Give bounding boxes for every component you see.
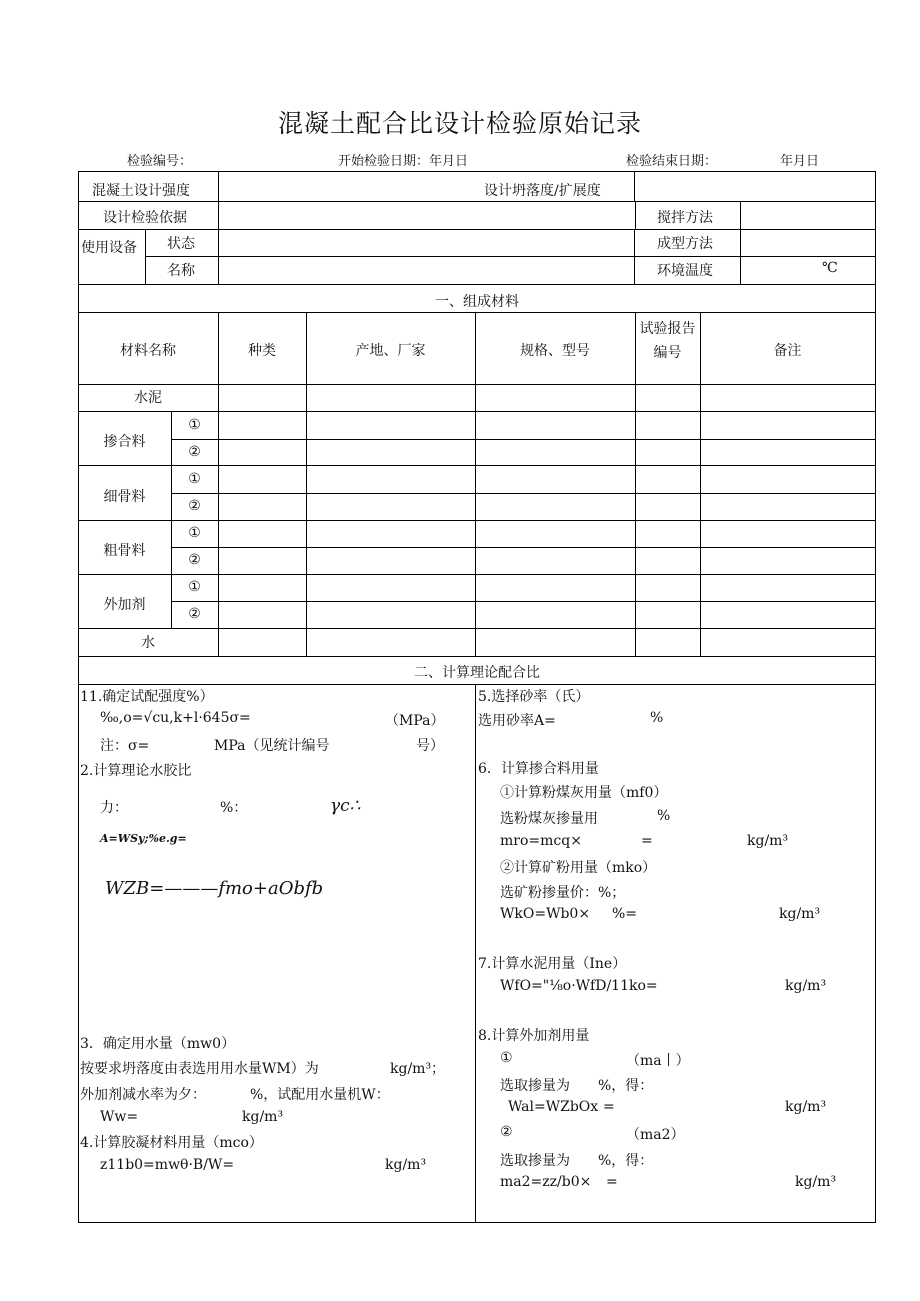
step6-line2: 选粉煤灰掺量用 xyxy=(500,811,598,827)
step5-unit: % xyxy=(650,710,664,726)
step8-title: 8.计算外加剂用量 xyxy=(478,1028,590,1044)
step8-line6-unit: kg/m³ xyxy=(795,1174,837,1190)
step4-line1: z11b0=mwθ·B/W= xyxy=(100,1157,235,1173)
step8-line2b: %，得： xyxy=(598,1078,654,1094)
step3-line2: 外加剂减水率为夕： xyxy=(80,1087,206,1103)
step2-line1a: 力： xyxy=(100,800,128,816)
step6-line1: ①计算粉煤灰用量（mf0） xyxy=(500,785,668,801)
step6-line5: 选矿粉掺量价：%； xyxy=(500,885,626,901)
step1-note: 注：σ= xyxy=(100,738,150,754)
row-fine-1: ① xyxy=(188,471,201,487)
step1-note-end: 号） xyxy=(416,738,444,754)
step1-note-mpa: MPa（见统计编号 xyxy=(214,738,330,754)
step6-line6-unit: kg/m³ xyxy=(779,906,821,922)
step3-line1: 按要求坍落度由表选用用水量WM）为 xyxy=(80,1061,319,1077)
row-additive: 外加剂 xyxy=(103,597,146,613)
col-report: 试验报告 xyxy=(639,321,696,337)
step3-line1-unit: kg/m³； xyxy=(390,1061,446,1077)
step6-line6-eq: %= xyxy=(612,906,638,922)
temp-unit: ℃ xyxy=(822,260,838,276)
section-materials-title: 一、组成材料 xyxy=(435,294,519,310)
forming-method-label: 成型方法 xyxy=(657,236,713,252)
step6-title: 6．计算掺合料用量 xyxy=(478,761,599,777)
col-remarks: 备注 xyxy=(773,343,802,359)
equipment-label: 使用设备 xyxy=(81,240,137,256)
step6-line3: mro=mcq× xyxy=(500,833,582,849)
step2-line1c: γc∴ xyxy=(330,796,361,816)
step2-line2: A=WSy;%e.g= xyxy=(100,832,187,845)
row-additive-1: ① xyxy=(188,579,201,595)
start-date-label: 开始检验日期：年月日 xyxy=(338,154,469,169)
step8-line3: Wal=WZbOx xyxy=(508,1099,599,1115)
slump-label: 设计坍落度/扩展度 xyxy=(484,183,601,199)
step5-line1: 选用砂率A= xyxy=(478,713,556,729)
step8-line1a: ① xyxy=(500,1050,513,1066)
step3-line3-unit: kg/m³ xyxy=(242,1109,284,1125)
step2-line3: WZB=———fmo+aObfb xyxy=(105,878,324,899)
step8-line5: 选取掺量为 xyxy=(500,1153,570,1169)
step4-line1-unit: kg/m³ xyxy=(385,1157,427,1173)
step7-line1: WfO="⅛o·WfD∕11ko= xyxy=(500,978,658,994)
step8-line3-unit: kg/m³ xyxy=(785,1099,827,1115)
step6-line3-eq: = xyxy=(641,833,653,849)
step6-line6: WkO=Wb0× xyxy=(500,906,591,922)
end-date-value: 年月日 xyxy=(780,154,820,169)
col-spec: 规格、型号 xyxy=(520,343,590,359)
step8-line4b: （ma2） xyxy=(626,1127,685,1143)
row-coarse-1: ① xyxy=(188,525,201,541)
step3-title: 3．确定用水量（mw0） xyxy=(80,1036,236,1052)
step8-line5b: %，得： xyxy=(598,1153,654,1169)
step5-title: 5.选择砂率（氏） xyxy=(478,689,590,705)
page-title: 混凝土配合比设计检验原始记录 xyxy=(277,109,642,138)
row-coarse-2: ② xyxy=(188,552,201,568)
row-cement: 水泥 xyxy=(134,390,162,406)
step3-line2b: %，试配用水量机W： xyxy=(250,1087,390,1103)
row-admixture: 掺合料 xyxy=(103,434,146,450)
step3-line3: Ww= xyxy=(100,1109,139,1125)
design-strength-label: 混凝土设计强度 xyxy=(92,183,190,199)
step1-unit: （MPa） xyxy=(385,713,445,729)
step7-title: 7.计算水泥用量（Ine） xyxy=(478,956,627,972)
col-report-no: 编号 xyxy=(653,345,682,361)
basis-label: 设计检验依据 xyxy=(103,210,187,226)
row-fine-2: ② xyxy=(188,498,201,514)
step6-line4: ②计算矿粉用量（mko） xyxy=(500,860,657,876)
step2-line1b: %： xyxy=(220,800,248,816)
end-date-label: 检验结束日期： xyxy=(626,154,718,169)
step7-line1-unit: kg/m³ xyxy=(785,978,827,994)
step4-title: 4.计算胶凝材料用量（mco） xyxy=(80,1135,263,1151)
row-admixture-1: ① xyxy=(188,417,201,433)
step8-line6-eq: = xyxy=(606,1174,618,1190)
col-material-name: 材料名称 xyxy=(120,343,176,359)
col-origin: 产地、厂家 xyxy=(355,343,426,359)
step6-line2-unit: % xyxy=(657,808,671,824)
row-fine-aggregate: 细骨料 xyxy=(103,489,146,505)
step6-line3-unit: kg/m³ xyxy=(747,833,789,849)
row-water: 水 xyxy=(141,635,155,651)
col-type: 种类 xyxy=(248,343,276,359)
step2-title: 2.计算理论水胶比 xyxy=(80,763,192,779)
row-coarse-aggregate: 粗骨料 xyxy=(103,543,146,559)
status-label: 状态 xyxy=(167,236,195,252)
section-calc-title: 二、计算理论配合比 xyxy=(414,665,540,681)
row-additive-2: ② xyxy=(188,606,201,622)
step8-line4a: ② xyxy=(500,1124,513,1140)
inspection-code-label: 检验编号： xyxy=(127,154,193,169)
equipment-name-label: 名称 xyxy=(167,263,195,279)
step1-formula: ‰,o=√cu,k+l·645σ= xyxy=(100,710,251,726)
step1-title: 11.确定试配强度%） xyxy=(80,689,214,705)
mixing-method-label: 搅拌方法 xyxy=(657,210,713,226)
row-admixture-2: ② xyxy=(188,444,201,460)
ambient-temp-label: 环境温度 xyxy=(657,263,713,279)
step8-line3-eq: = xyxy=(603,1099,615,1115)
step8-line1b: （ma丨） xyxy=(626,1053,690,1069)
step8-line6: ma2=zz/b0× xyxy=(500,1174,592,1190)
step8-line2: 选取掺量为 xyxy=(500,1078,570,1094)
